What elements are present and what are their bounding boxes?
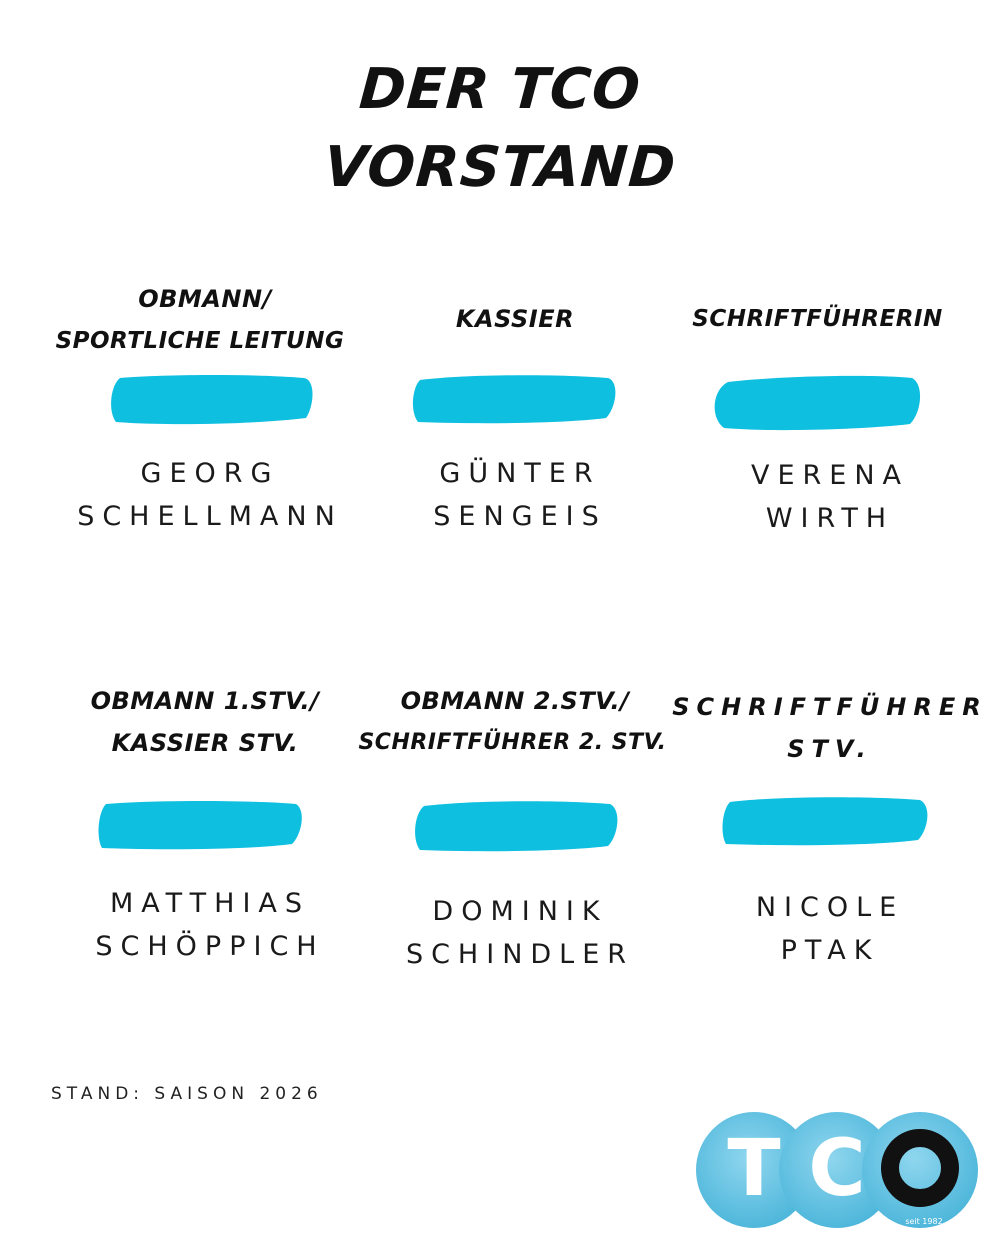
member-name-first: VERENA <box>750 460 910 491</box>
role-label: OBMANN 1.STV./ <box>90 687 320 715</box>
photo-placeholder-stroke <box>710 372 925 434</box>
member-name-first: GÜNTER <box>439 458 601 489</box>
photo-placeholder-stroke <box>410 372 620 428</box>
photo-placeholder-stroke <box>108 372 318 428</box>
member-name-first: DOMINIK <box>432 896 608 927</box>
tco-logo <box>692 1100 982 1240</box>
role-label-line2: KASSIER STV. <box>111 729 299 757</box>
role-label: SCHRIFTFÜHRERIN <box>692 306 943 332</box>
role-label-line2: SCHRIFTFÜHRER 2. STV. <box>358 730 667 755</box>
member-name-last: SCHÖPPICH <box>95 931 325 962</box>
member-name-first: GEORG <box>140 458 280 489</box>
role-label: SCHRIFTFÜHRER <box>672 693 988 721</box>
member-name-last: SENGEIS <box>433 501 607 532</box>
season-stand-label: STAND: SAISON 2026 <box>51 1084 323 1104</box>
role-label-line2: STV. <box>787 735 873 763</box>
logo-tagline: seit 1982 <box>905 1217 943 1226</box>
photo-placeholder-stroke <box>412 798 622 856</box>
role-label: KASSIER <box>455 305 575 333</box>
member-name-first: NICOLE <box>755 892 905 923</box>
page-title-line1: DER TCO <box>357 57 643 122</box>
page-title-line2: VORSTAND <box>321 135 679 200</box>
logo-letter-c: C <box>808 1124 866 1214</box>
member-name-first: MATTHIAS <box>109 888 311 919</box>
role-label-line2: SPORTLICHE LEITUNG <box>55 328 345 354</box>
member-name-last: SCHELLMANN <box>77 501 343 532</box>
role-label: OBMANN/ <box>138 285 272 313</box>
logo-letter-t: T <box>727 1124 781 1214</box>
photo-placeholder-stroke <box>720 794 932 850</box>
member-name-last: SCHINDLER <box>405 939 635 970</box>
member-name-last: WIRTH <box>765 503 895 534</box>
photo-placeholder-stroke <box>96 798 306 854</box>
role-label: OBMANN 2.STV./ <box>400 687 630 715</box>
member-name-last: PTAK <box>780 935 880 966</box>
